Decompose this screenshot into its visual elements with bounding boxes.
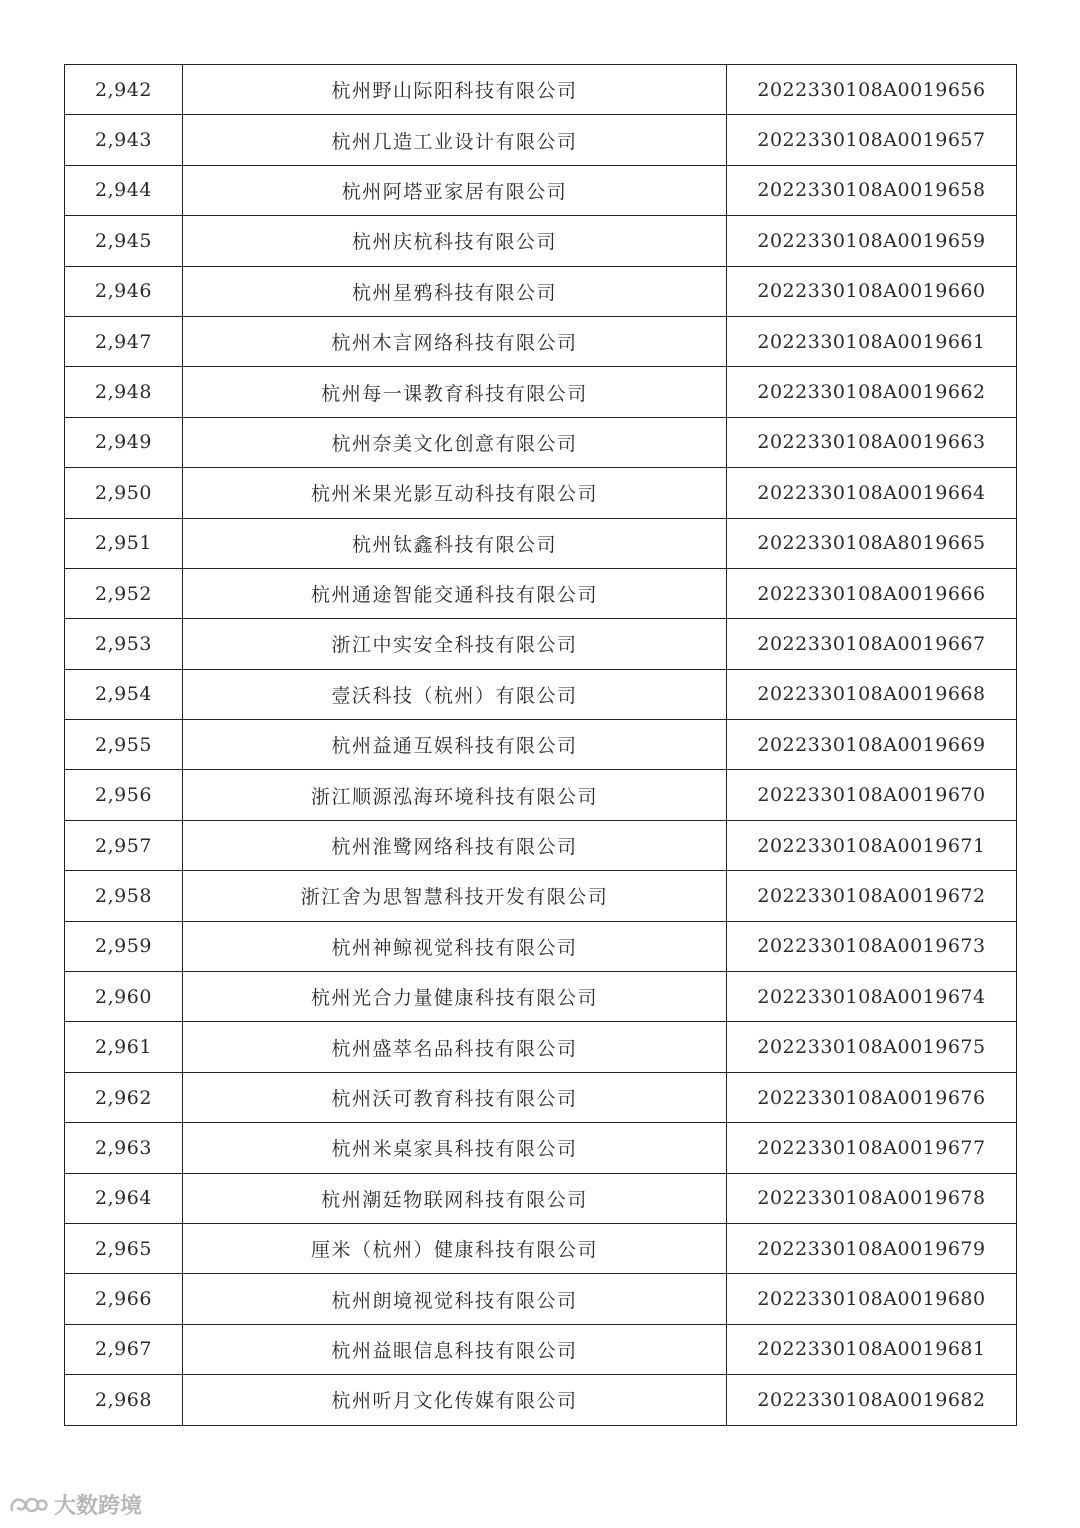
row-number-cell: 2,942 (65, 65, 183, 115)
registration-code-cell: 2022330108A0019673 (727, 921, 1017, 971)
registration-code-cell: 2022330108A0019676 (727, 1072, 1017, 1122)
brand-logo-icon (8, 1494, 48, 1516)
registration-code-cell: 2022330108A0019668 (727, 669, 1017, 719)
registration-code-cell: 2022330108A0019672 (727, 871, 1017, 921)
table-row (65, 417, 1017, 467)
company-name-cell: 杭州阿塔亚家居有限公司 (183, 165, 727, 215)
watermark-text: 大数跨境 (54, 1494, 143, 1519)
company-name-cell: 杭州益通互娱科技有限公司 (183, 720, 727, 770)
row-number-cell: 2,947 (65, 316, 183, 366)
registration-code-cell: 2022330108A0019667 (727, 619, 1017, 669)
table-row (65, 871, 1017, 921)
table-row (65, 1072, 1017, 1122)
row-number-cell: 2,944 (65, 165, 183, 215)
table-row (65, 266, 1017, 316)
company-name-cell: 浙江舍为思智慧科技开发有限公司 (183, 871, 727, 921)
company-name-cell: 杭州朗境视觉科技有限公司 (183, 1274, 727, 1324)
registration-code-cell: 2022330108A0019657 (727, 115, 1017, 165)
row-number-cell: 2,959 (65, 921, 183, 971)
row-number-cell: 2,968 (65, 1375, 183, 1425)
row-number-cell: 2,954 (65, 669, 183, 719)
company-name-cell: 杭州盛萃名品科技有限公司 (183, 1022, 727, 1072)
enterprise-list-table (64, 64, 1017, 1426)
table-row (65, 921, 1017, 971)
company-name-cell: 壹沃科技（杭州）有限公司 (183, 669, 727, 719)
registration-code-cell: 2022330108A0019675 (727, 1022, 1017, 1072)
table-row (65, 568, 1017, 618)
company-name-cell: 杭州神鲸视觉科技有限公司 (183, 921, 727, 971)
registration-code-cell: 2022330108A0019666 (727, 568, 1017, 618)
row-number-cell: 2,964 (65, 1173, 183, 1223)
company-name-cell: 杭州潮廷物联网科技有限公司 (183, 1173, 727, 1223)
company-name-cell: 杭州淮鹭网络科技有限公司 (183, 820, 727, 870)
table-row (65, 65, 1017, 115)
registration-code-cell: 2022330108A0019677 (727, 1123, 1017, 1173)
registration-code-cell: 2022330108A0019674 (727, 972, 1017, 1022)
registration-code-cell: 2022330108A0019680 (727, 1274, 1017, 1324)
row-number-cell: 2,965 (65, 1223, 183, 1273)
registration-code-cell: 2022330108A0019678 (727, 1173, 1017, 1223)
row-number-cell: 2,957 (65, 820, 183, 870)
table-row (65, 1375, 1017, 1425)
company-name-cell: 杭州奈美文化创意有限公司 (183, 417, 727, 467)
registration-code-cell: 2022330108A0019664 (727, 468, 1017, 518)
company-name-cell: 浙江顺源泓海环境科技有限公司 (183, 770, 727, 820)
company-name-cell: 厘米（杭州）健康科技有限公司 (183, 1223, 727, 1273)
row-number-cell: 2,955 (65, 720, 183, 770)
company-name-cell: 浙江中实安全科技有限公司 (183, 619, 727, 669)
table-row (65, 1123, 1017, 1173)
table-row (65, 1274, 1017, 1324)
row-number-cell: 2,946 (65, 266, 183, 316)
table-row (65, 720, 1017, 770)
row-number-cell: 2,966 (65, 1274, 183, 1324)
table-row (65, 115, 1017, 165)
registration-code-cell: 2022330108A0019656 (727, 65, 1017, 115)
table-row (65, 1324, 1017, 1374)
table-row (65, 669, 1017, 719)
table-body (65, 65, 1017, 1426)
row-number-cell: 2,952 (65, 568, 183, 618)
registration-code-cell: 2022330108A0019658 (727, 165, 1017, 215)
company-name-cell: 杭州木言网络科技有限公司 (183, 316, 727, 366)
row-number-cell: 2,963 (65, 1123, 183, 1173)
registration-code-cell: 2022330108A0019659 (727, 216, 1017, 266)
company-name-cell: 杭州几造工业设计有限公司 (183, 115, 727, 165)
company-name-cell: 杭州每一课教育科技有限公司 (183, 367, 727, 417)
table-row (65, 1173, 1017, 1223)
row-number-cell: 2,953 (65, 619, 183, 669)
company-name-cell: 杭州庆杭科技有限公司 (183, 216, 727, 266)
registration-code-cell: 2022330108A0019660 (727, 266, 1017, 316)
registration-code-cell: 2022330108A0019679 (727, 1223, 1017, 1273)
row-number-cell: 2,956 (65, 770, 183, 820)
row-number-cell: 2,967 (65, 1324, 183, 1374)
company-name-cell: 杭州益眼信息科技有限公司 (183, 1324, 727, 1374)
table-row (65, 770, 1017, 820)
registration-code-cell: 2022330108A0019663 (727, 417, 1017, 467)
row-number-cell: 2,948 (65, 367, 183, 417)
row-number-cell: 2,945 (65, 216, 183, 266)
company-name-cell: 杭州钛鑫科技有限公司 (183, 518, 727, 568)
table-row (65, 619, 1017, 669)
table-row (65, 1223, 1017, 1273)
company-name-cell: 杭州星鸦科技有限公司 (183, 266, 727, 316)
table-row (65, 165, 1017, 215)
company-name-cell: 杭州听月文化传媒有限公司 (183, 1375, 727, 1425)
table-row (65, 316, 1017, 366)
table-row (65, 468, 1017, 518)
company-name-cell: 杭州野山际阳科技有限公司 (183, 65, 727, 115)
registration-code-cell: 2022330108A0019669 (727, 720, 1017, 770)
registration-code-cell: 2022330108A0019670 (727, 770, 1017, 820)
table-row (65, 1022, 1017, 1072)
table-row (65, 216, 1017, 266)
company-name-cell: 杭州沃可教育科技有限公司 (183, 1072, 727, 1122)
table-row (65, 972, 1017, 1022)
company-name-cell: 杭州光合力量健康科技有限公司 (183, 972, 727, 1022)
row-number-cell: 2,943 (65, 115, 183, 165)
registration-code-cell: 2022330108A8019665 (727, 518, 1017, 568)
company-name-cell: 杭州通途智能交通科技有限公司 (183, 568, 727, 618)
watermark (8, 1489, 142, 1520)
registration-code-cell: 2022330108A0019681 (727, 1324, 1017, 1374)
row-number-cell: 2,950 (65, 468, 183, 518)
table-row (65, 367, 1017, 417)
table-row (65, 820, 1017, 870)
registration-code-cell: 2022330108A0019661 (727, 316, 1017, 366)
registration-code-cell: 2022330108A0019662 (727, 367, 1017, 417)
company-name-cell: 杭州米桌家具科技有限公司 (183, 1123, 727, 1173)
row-number-cell: 2,960 (65, 972, 183, 1022)
row-number-cell: 2,961 (65, 1022, 183, 1072)
row-number-cell: 2,962 (65, 1072, 183, 1122)
company-name-cell: 杭州米果光影互动科技有限公司 (183, 468, 727, 518)
row-number-cell: 2,949 (65, 417, 183, 467)
registration-code-cell: 2022330108A0019682 (727, 1375, 1017, 1425)
row-number-cell: 2,958 (65, 871, 183, 921)
row-number-cell: 2,951 (65, 518, 183, 568)
table-row (65, 518, 1017, 568)
registration-code-cell: 2022330108A0019671 (727, 820, 1017, 870)
